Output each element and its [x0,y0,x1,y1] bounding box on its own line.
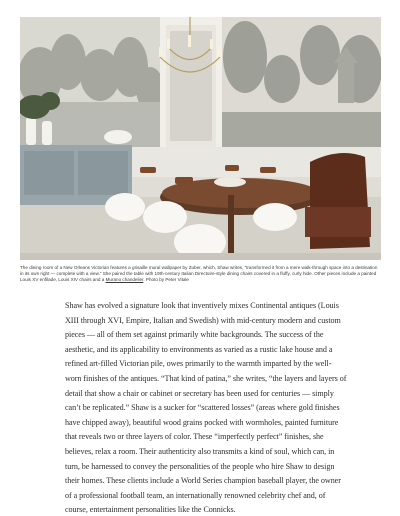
photo-caption [20,265,382,283]
caption-text: The dining room of a New Orleans Victorian features a grisaille mural wallpaper by Zuber, which, Shaw writes, “transformed it from a mere walk-through space into a destination in its own right — complete with a view.” She paired the table with 19th-century Italian Directoire-style dining chairs covered in a fluffy, curly hide. Other pieces include a painted Louis XV enfilade, Louis XIV chairs and a [20,265,378,283]
article-photo [20,17,381,260]
article-body-paragraph: Shaw has evolved a signature look that inventively mixes Continental antiques (Louis XIII through XVI, Empire, Italian and Swedish) with mid-century modern and custom pieces — all of them set against primarily white backgrounds. The success of the aesthetic, and its applicability to environments as varied as a rustic lake house and a refined art-filled Victorian pile, owes primarily to the warmth imparted by the well-worn finishes of the antiques. “That kind of patina,” she writes, “the layers and layers of detail that show a chair or cabinet or secretary has been used for centuries — simply can’t be replicated.” Shaw is a sucker for “scattered losses” (areas where gold finishes have chipped away), beautiful wood grains pocked with wormholes, painted furniture that reveals two or three layers of color. These “imperfectly perfect” finishes, she believes, relax a room. Their authenticity also transmits a kind of soul, which can, in turn, be harnessed to convey the personalities of the people who hire Shaw to design their homes. These clients include a World Series champion baseball player, the owner of a professional football team, an internationally renowned celebrity chef and, of course, entertainment personalities like the Connicks. [65,301,347,515]
murano-chandelier-link[interactable]: Murano chandelier [105,277,144,283]
caption-credit: . Photo by Peter Vitale [143,277,189,283]
dining-room-illustration [20,17,381,260]
